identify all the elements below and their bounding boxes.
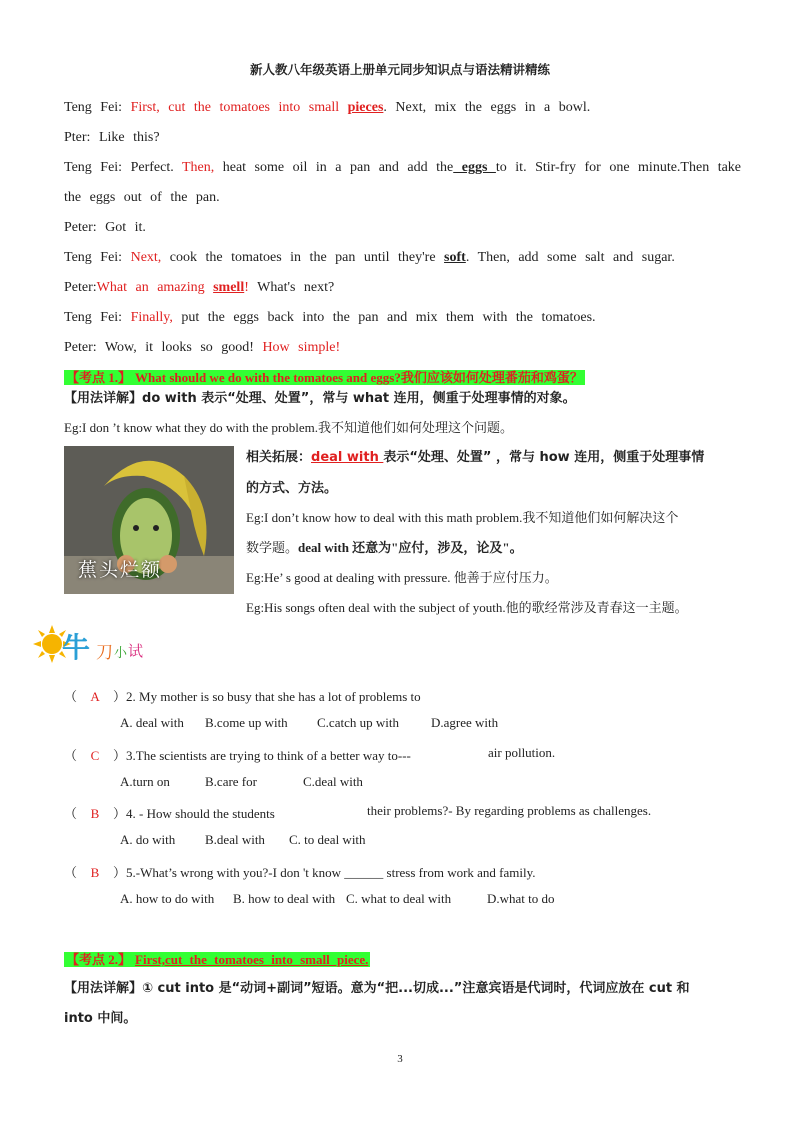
key-point-label: 【考点 2.】 xyxy=(66,952,132,967)
keyword-soft: soft xyxy=(444,250,466,265)
keyword-next: Next, xyxy=(130,250,162,265)
dialogue-line-5: Peter: Got it. xyxy=(64,220,146,235)
dialogue-line-7 xyxy=(64,280,334,296)
text: cook the tomatoes in the pan until they're xyxy=(161,250,445,265)
instruction-text: First, cut the tomatoes into small xyxy=(130,100,348,115)
option: C.catch up with xyxy=(317,715,399,730)
paren: （ xyxy=(64,748,78,763)
question-4 xyxy=(64,803,275,822)
title-char-xiao: 小 xyxy=(114,646,128,661)
banana-avocado-photo xyxy=(64,446,234,594)
keyword-deal-with: deal with xyxy=(311,450,384,465)
answer: B xyxy=(90,806,100,821)
page-number: 3 xyxy=(397,1053,403,1065)
question-4-options xyxy=(120,832,366,848)
paren: （ xyxy=(64,806,78,821)
option: A. how to do with xyxy=(120,891,215,906)
keyword-smell: smell xyxy=(213,280,245,295)
dialogue-line-9 xyxy=(64,340,340,356)
question-text: 5.-What’s wrong with you?-I don 't know ______ stress from work and family. xyxy=(126,865,536,880)
related-line-3: Eg:I don’t know how to deal with this math problem.我不知道他们如何解决这个 xyxy=(246,510,679,525)
option: A. do with xyxy=(120,832,176,847)
related-label: 相关拓展： xyxy=(246,450,312,465)
answer: B xyxy=(90,865,100,880)
question-text: 3.The scientists are trying to think of a better way to--- xyxy=(126,748,411,763)
text: Teng Fei: xyxy=(64,250,131,265)
speaker: Teng Fei: xyxy=(64,100,131,115)
question-text: 2. My mother is so busy that she has a lot of problems to xyxy=(126,689,421,704)
related-line-1 xyxy=(246,446,704,465)
answer: A xyxy=(90,689,100,704)
option: C.deal with xyxy=(303,774,363,789)
example-1: Eg:I don ’t know what they do with the problem.我不知道他们如何处理这个问题。 xyxy=(64,420,513,435)
usage-text: ① cut into 是“动词+副词”短语。意为“把...切成...”注意宾语是代词时，代词应放在 cut 和 xyxy=(142,981,690,996)
question-5 xyxy=(64,862,536,881)
usage-text: do with 表示“处理、处置”，常与 what 连用，侧重于处理事情的对象。 xyxy=(142,391,576,406)
keyword-pieces: pieces xyxy=(347,100,384,115)
text: Teng Fei: Perfect. xyxy=(64,160,182,175)
question-4-tail: their problems?- By regarding problems as challenges. xyxy=(367,803,652,818)
text: Peter: Wow, it looks so good! xyxy=(64,340,263,355)
dialogue-line-2: Pter: Like this? xyxy=(64,130,160,145)
usage-explanation-2-cont: into 中间。 xyxy=(64,1011,137,1026)
answer: C xyxy=(90,748,100,763)
exclaim-text: What an amazing xyxy=(96,280,214,295)
option: D.what to do xyxy=(487,891,555,906)
key-point-sentence: First,cut the tomatoes into small piece. xyxy=(135,952,369,967)
key-point-question: What should we do with the tomatoes and eggs?我们应该如何处理番茄和鸡蛋？ xyxy=(135,370,583,385)
key-point-1-heading xyxy=(64,367,585,386)
title-char-niu: 牛 xyxy=(62,631,91,664)
option: D.agree with xyxy=(431,715,499,730)
option: B. how to deal with xyxy=(233,891,336,906)
key-point-2-heading xyxy=(64,949,370,968)
text: . Next, mix the eggs in a bowl. xyxy=(383,100,591,115)
paren: （ xyxy=(64,689,78,704)
dialogue-line-6 xyxy=(64,250,675,266)
related-line-2: 的方式、方法。 xyxy=(246,481,338,496)
related-line-4 xyxy=(246,537,523,556)
paren: ） xyxy=(113,865,127,880)
usage-label: 【用法详解】 xyxy=(64,981,143,996)
text: put the eggs back into the pan and mix them with the tomatoes. xyxy=(172,310,596,325)
option: B.care for xyxy=(205,774,257,789)
option: B.come up with xyxy=(205,715,288,730)
title-char-shi: 试 xyxy=(128,642,144,660)
title-char-dao: 刀 xyxy=(96,643,113,663)
text: What's next? xyxy=(248,280,335,295)
key-point-label: 【考点 1.】 xyxy=(66,370,132,385)
paren: （ xyxy=(64,865,78,880)
text: 数学题。 xyxy=(246,540,299,555)
usage-explanation-2 xyxy=(64,977,690,996)
keyword-then: Then, xyxy=(181,160,215,175)
keyword-eggs: eggs xyxy=(453,160,496,175)
text: Teng Fei: xyxy=(64,310,131,325)
question-3-options xyxy=(120,774,363,790)
option: C. to deal with xyxy=(289,832,366,847)
option: B.deal with xyxy=(205,832,265,847)
usage-explanation-1 xyxy=(64,387,576,406)
option: C. what to deal with xyxy=(346,891,452,906)
usage-label: 【用法详解】 xyxy=(64,391,143,406)
question-3-tail: air pollution. xyxy=(488,745,556,760)
text: deal with 还意为"应付，涉及，论及"。 xyxy=(298,540,523,555)
text: . Then, add some salt and sugar. xyxy=(465,250,675,265)
paren: ） xyxy=(113,689,127,704)
exclaim-text: How simple! xyxy=(262,340,341,355)
dialogue-line-3 xyxy=(64,160,741,176)
keyword-finally: Finally, xyxy=(130,310,173,325)
text: heat some oil in a pan and add the xyxy=(214,160,454,175)
dialogue-line-1 xyxy=(64,100,590,116)
page-header: 新人教八年级英语上册单元同步知识点与语法精讲精练 xyxy=(249,62,550,77)
related-line-6: Eg:His songs often deal with the subject of youth.他的歌经常涉及青春这一主题。 xyxy=(246,600,688,615)
question-text: 4. - How should the students xyxy=(126,806,275,821)
image-caption: 蕉头烂额 xyxy=(78,559,163,581)
question-3 xyxy=(64,745,411,764)
dialogue-line-8 xyxy=(64,310,596,326)
text: to it. Stir-fry for one minute.Then take xyxy=(495,160,742,175)
related-line-5: Eg:He’ s good at dealing with pressure. 他善于应付压力。 xyxy=(246,570,558,585)
paren: ） xyxy=(113,748,127,763)
text: ! xyxy=(244,280,249,295)
dialogue-line-4: the eggs out of the pan. xyxy=(64,190,220,205)
question-2-options xyxy=(120,715,499,731)
option: A. deal with xyxy=(120,715,184,730)
question-2 xyxy=(64,686,421,705)
paren: ） xyxy=(113,806,127,821)
text: Peter: xyxy=(64,280,97,295)
question-5-options xyxy=(120,891,555,907)
related-text: 表示“处理、处置” ，常与 how 连用，侧重于处理事情 xyxy=(383,450,705,465)
option: A.turn on xyxy=(120,774,170,789)
